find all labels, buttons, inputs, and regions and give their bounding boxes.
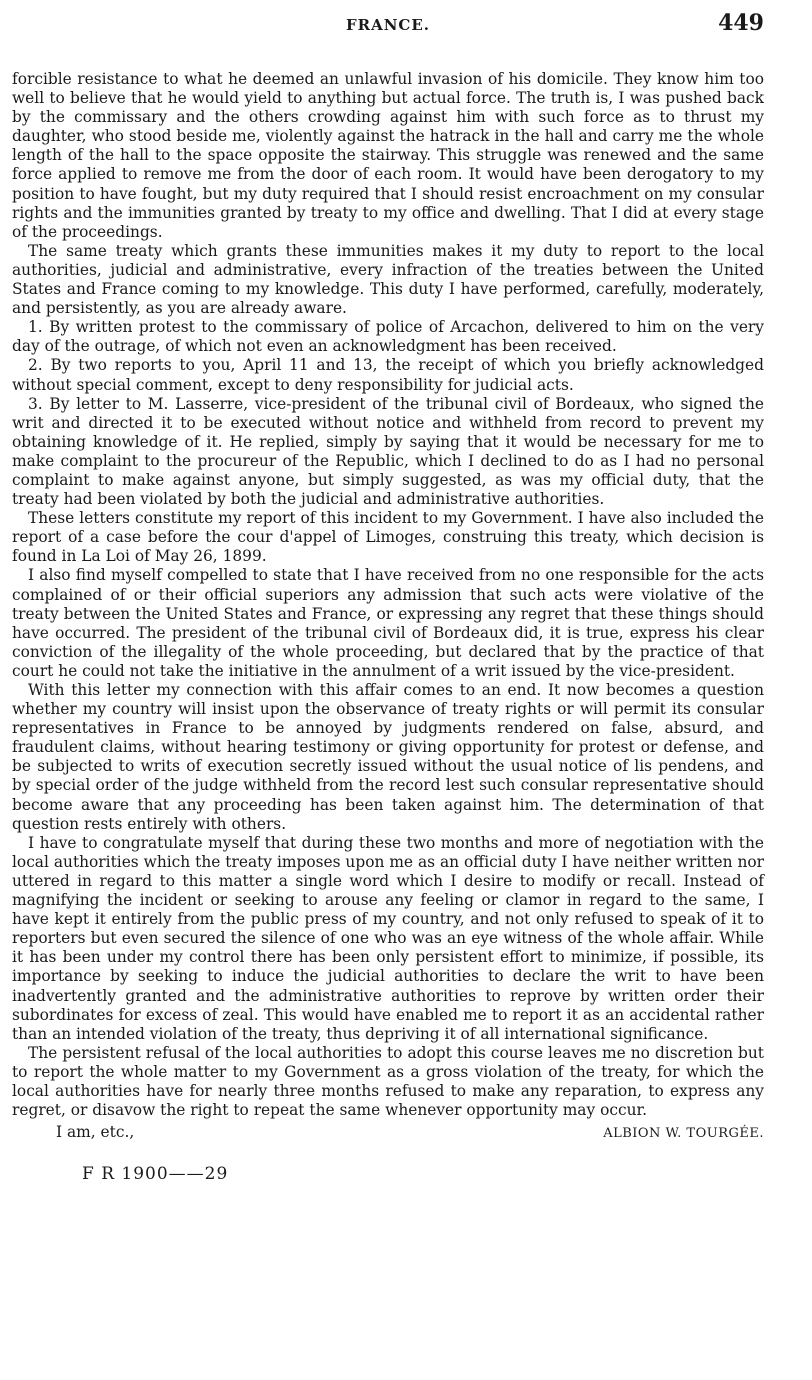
signature: ALBION W. TOURGÉE. (603, 1126, 764, 1142)
page-number: 449 (718, 10, 764, 36)
salutation: I am, etc., (56, 1123, 135, 1142)
paragraph: With this letter my connection with this affair comes to an end. It now becomes a question whether my country will insist upon the observance of treaty rights or will permit its consular representatives in France to be annoyed by judgments rendered on false, absurd, and fraudulent claims, without hearing testimony or giving opportunity for protest or defense, and be subjected to writs of execution secretly issued without the usual notice of lis pendens, and by special order of the judge withheld from the record lest such consular representative should become aware that any proceeding has been taken against him. The determination of that question rests entirely with others. (12, 681, 764, 833)
letter-closing (12, 1120, 764, 1146)
paragraph: 3. By letter to M. Lasserre, vice-president of the tribunal civil of Bordeaux, who signed the writ and directed it to be executed without notice and withheld from record to prevent my obtaining knowledge of it. He replied, simply by saying that it would be necessary for me to make complaint to the procureur of the Republic, which I declined to do as I had no personal complaint to make against anyone, but simply suggested, as was my official duty, that the treaty had been violated by both the judicial and administrative authorities. (12, 394, 764, 509)
paragraph: The persistent refusal of the local authorities to adopt this course leaves me no discretion but to report the whole matter to my Government as a gross violation of the treaty, for which the local authorities have for nearly three months refused to make any reparation, to express any regret, or disavow the right to repeat the same whenever opportunity may occur. (12, 1043, 764, 1120)
paragraph: These letters constitute my report of this incident to my Government. I have also included the report of a case before the cour d'appel of Limoges, construing this treaty, which decision is found in La Loi of May 26, 1899. (12, 509, 764, 566)
paragraph: 1. By written protest to the commissary of police of Arcachon, delivered to him on the very day of the outrage, of which not even an acknowledgment has been received. (12, 318, 764, 356)
paragraph: 2. By two reports to you, April 11 and 13, the receipt of which you briefly acknowledged without special comment, except to deny responsibility for judicial acts. (12, 356, 764, 394)
signature-mark: F R 1900——29 (82, 1164, 229, 1185)
paragraph: I have to congratulate myself that during these two months and more of negotiation with the local authorities which the treaty imposes upon me as an official duty I have neither written nor uttered in regard to this matter a single word which I desire to modify or recall. Instead of magnifying the incident or seeking to arouse any feeling or clamor in regard to the same, I have kept it entirely from the public press of my country, and not only refused to speak of it to reporters but even secured the silence of one who was an eye witness of the whole affair. While it has been under my control there has been only persistent effort to minimize, if possible, its importance by seeking to induce the judicial authorities to declare the writ to have been inadvertently granted and the administrative authorities to reprove by written order their subordinates for excess of zeal. This would have enabled me to report it as an accidental rather than an intended violation of the treaty, thus depriving it of all international significance. (12, 833, 764, 1043)
running-title: FRANCE. (345, 16, 431, 34)
paragraph: I also find myself compelled to state that I have received from no one responsible for the acts complained of or their official superiors any admission that such acts were violative of the treaty between the United States and France, or expressing any regret that these things should have occurred. The president of the tribunal civil of Bordeaux did, it is true, express his clear conviction of the illegality of the whole proceeding, but declared that by the practice of that court he could not take the initiative in the annulment of a writ issued by the vice-president. (12, 566, 764, 680)
paragraph: The same treaty which grants these immunities makes it my duty to report to the local authorities, judicial and administrative, every infraction of the treaties between the United States and France coming to my knowledge. This duty I have performed, carefully, moderately, and persistently, as you are already aware. (12, 241, 764, 318)
letter-body (12, 70, 764, 1120)
paragraph: forcible resistance to what he deemed an unlawful invasion of his domicile. They know him too well to believe that he would yield to anything but actual force. The truth is, I was pushed back by the commissary and the others crowding against him with such force as to thrust my daughter, who stood beside me, violently against the hatrack in the hall and carry me the whole length of the hall to the space opposite the stairway. This struggle was renewed and the same force applied to remove me from the door of each room. It would have been derogatory to my position to have fought, but my duty required that I should resist encroachment on my consular rights and the immunities granted by treaty to my office and dwelling. That I did at every stage of the proceedings. (12, 70, 764, 241)
running-header (12, 10, 764, 38)
document-page (12, 10, 764, 1184)
